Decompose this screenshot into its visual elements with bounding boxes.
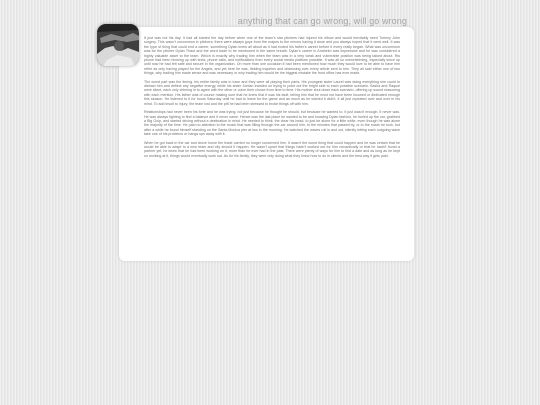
post-paragraph: It just was not his day. It had all started the day before when one of the team's star pitchers had injured his elbow and would inevitably need Tommy John surgery. This wasn't uncommon in pitchers; there were always guys from the majors to the minors having it done and you always hoped that it went well. It was the type of thing that could end a career, something Dylan knew all about as it had ended his father's career before it every really began. What was uncommon was for the pitcher Dylan Thaut and the word trade to be mentioned in the same breath. Dylan's career in Anaheim was impressive and he was considered a highly valuable asset to the team. Which is exactly why trading him when the team was in a very weak and vulnerable position was being talked about. His phone had been blowing up with texts, phone calls, and notifications from every social media platform possible. It was all so overwhelming, especially since up until now he had felt safe and secure in the organization. On more than one occasion it had been mentioned how much they would love to be able to have him retire as only having played for the Angels, and yet here he was, fielding inquiries and obsessing over every article sent to him. They all said either one of two things, why trading him made sense and was necessary or why trading him would be the biggest mistake the front office has ever made. bbox=[144, 36, 400, 76]
post-paragraph: When he got back in the car and drove home the trade carried no longer concerned him. It wasn't the worst thing that could happen and he was certain that he would be able to adapt to a new team and city should it happen. He wasn't upset that things hadn't worked out for him romantically or that he hadn't found a partner yet, he knew that he had been working on it, more than he ever had in the past. There were plenty of ways for him to find a date and as long as he kept on working at it, things would eventually work out. As for his family, they were only doing what they knew how to do in clients and the best way it gets paid. bbox=[144, 140, 400, 158]
post-card bbox=[119, 27, 414, 261]
post-paragraph: The worst part was the timing. his entire family was in town and they were all playing their parts. His youngest sister Laurel was doing everything she could to distract him and deflect any negative energy, while his sister Jordan insisted on trying to point out the bright side to each possible scenario. Sasha and Raquel were silent, each only chiming in to agree with the other or voice their choice from time to time. His mother shut down each scenario, offering up sound reasoning with each mention. His father was of course making sure that he knew that it was his fault, telling him that he must not have been focused or dedicated enough this season. He listened to it for hours Saturday until he had to leave for the game and as much as he wished it didn't, it all just repeated over and over in his mind. To add insult to injury, the team lost and the pitt he had been stressed to broke things off with him. bbox=[144, 79, 400, 106]
site-title[interactable]: anything that can go wrong, will go wrong bbox=[237, 16, 407, 26]
author-avatar[interactable] bbox=[97, 24, 139, 66]
post-paragraph: Relationships had never been his forte and he was trying, not just because he thought he should, but because he wanted to. It just wasn't enough. It never was. He was always fighting to find a balance and it never came. Hence was the last place he wanted to be and knowing Dylan fashion, he fueled up the car, grabbed a Big Gulp, and started driving without a destination in mind. He needed to think, the clear his head, to just be alone for a little while, even though he was alone the majority of the time. He paid no attention to the music that was filling through the car around him, to the minutes that passed by, or to the roads he took, but after a while he found himself standing on the Santa Monica pier at two in the morning. He watched the waves roll in and out, silently letting each outgoing wave take one of his problems or hangs ups away with it. bbox=[144, 110, 400, 137]
profile-photo-icon bbox=[97, 24, 139, 66]
